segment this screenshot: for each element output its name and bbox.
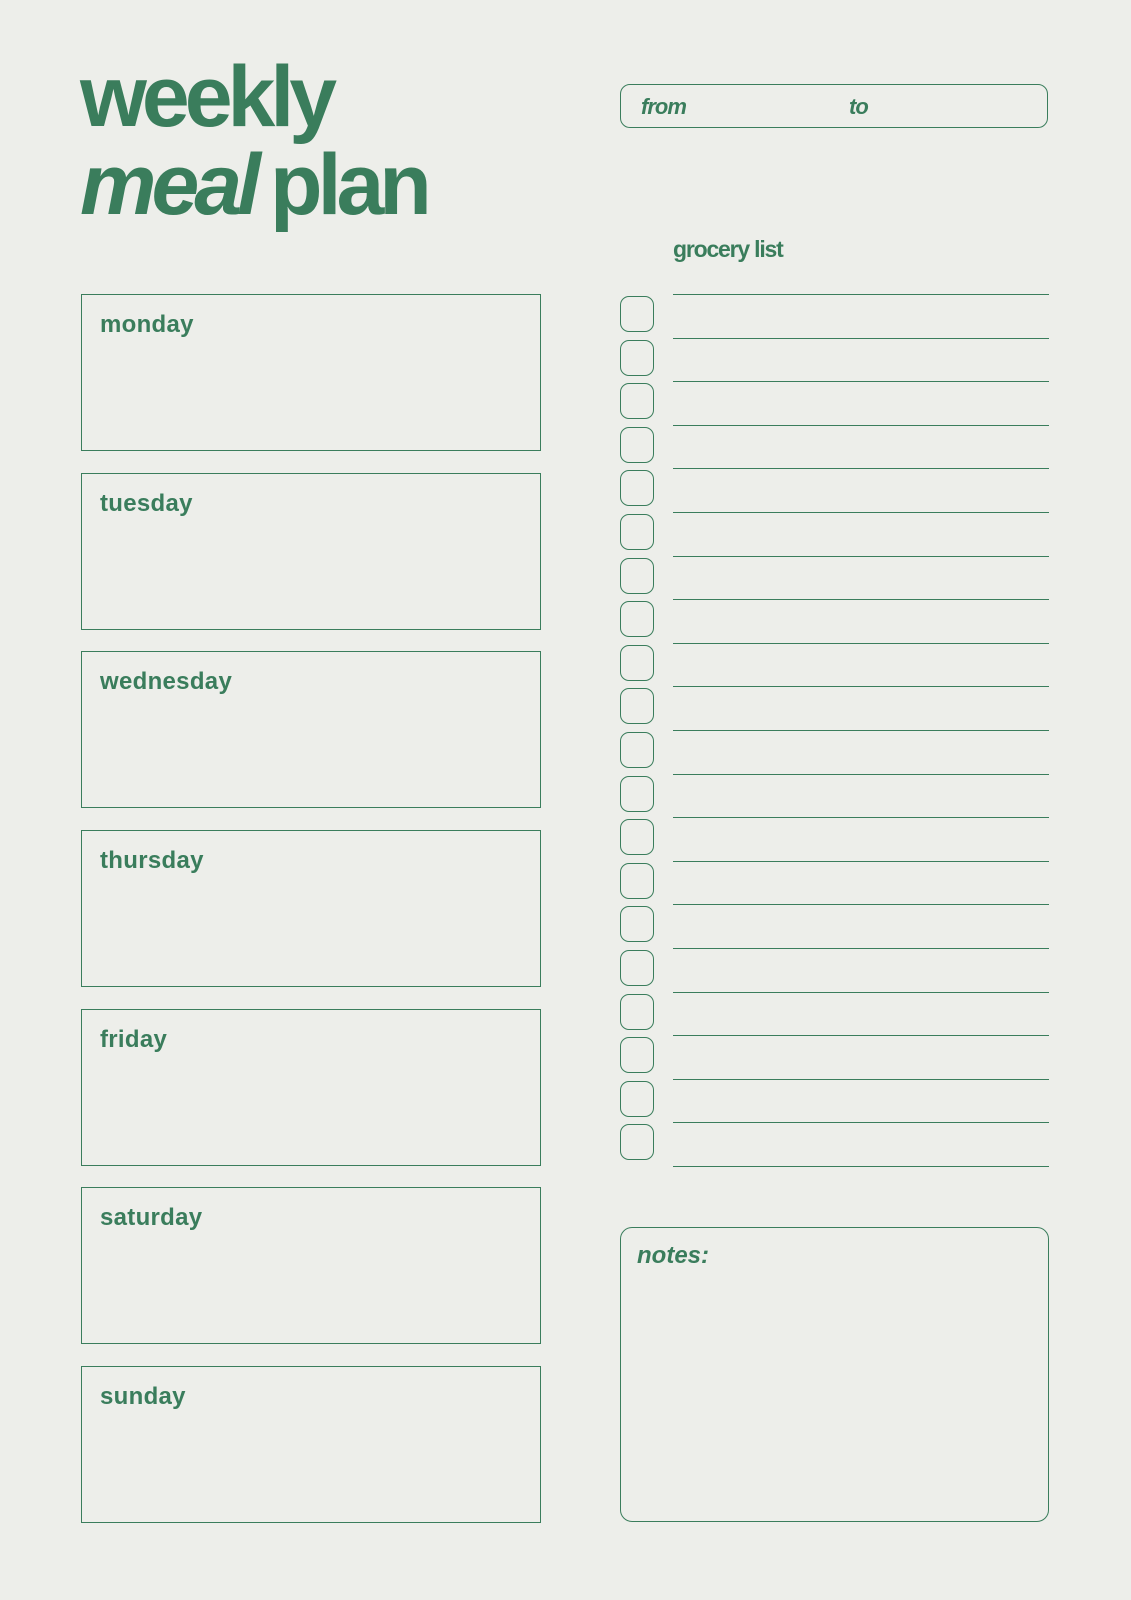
grocery-item-line[interactable]: [673, 1122, 1049, 1123]
grocery-checkbox[interactable]: [620, 1037, 654, 1073]
date-range-field[interactable]: [620, 84, 1048, 128]
grocery-checkbox[interactable]: [620, 514, 654, 550]
page-title-meal: meal: [80, 137, 257, 233]
grocery-item-line[interactable]: [673, 512, 1049, 513]
day-label-wednesday: wednesday: [100, 668, 233, 695]
grocery-item-line[interactable]: [673, 948, 1049, 949]
grocery-checkbox[interactable]: [620, 601, 654, 637]
grocery-checkbox[interactable]: [620, 776, 654, 812]
grocery-checkbox[interactable]: [620, 1081, 654, 1117]
grocery-checkbox[interactable]: [620, 994, 654, 1030]
day-label-thursday: thursday: [100, 847, 204, 874]
grocery-checkbox[interactable]: [620, 950, 654, 986]
notes-box[interactable]: [620, 1227, 1049, 1522]
grocery-item-line[interactable]: [673, 556, 1049, 557]
grocery-checkbox[interactable]: [620, 732, 654, 768]
day-label-saturday: saturday: [100, 1204, 203, 1231]
grocery-item-line[interactable]: [673, 381, 1049, 382]
grocery-checkbox[interactable]: [620, 296, 654, 332]
notes-label: notes:: [637, 1242, 709, 1269]
grocery-checkbox[interactable]: [620, 863, 654, 899]
grocery-item-line[interactable]: [673, 338, 1049, 339]
grocery-item-line[interactable]: [673, 686, 1049, 687]
day-box-saturday[interactable]: [81, 1187, 541, 1344]
grocery-checkbox[interactable]: [620, 819, 654, 855]
grocery-checkbox[interactable]: [620, 470, 654, 506]
grocery-checkbox[interactable]: [620, 340, 654, 376]
grocery-item-line[interactable]: [673, 468, 1049, 469]
day-label-sunday: sunday: [100, 1383, 186, 1410]
grocery-item-line[interactable]: [673, 817, 1049, 818]
day-box-sunday[interactable]: [81, 1366, 541, 1523]
grocery-item-line[interactable]: [673, 774, 1049, 775]
page-title-line-1: weekly: [80, 49, 333, 145]
grocery-item-line[interactable]: [673, 1079, 1049, 1080]
grocery-item-line[interactable]: [673, 1166, 1049, 1167]
day-box-monday[interactable]: [81, 294, 541, 451]
grocery-checkbox[interactable]: [620, 558, 654, 594]
grocery-item-line[interactable]: [673, 599, 1049, 600]
page-title-plan: plan: [270, 137, 427, 233]
grocery-checkbox[interactable]: [620, 427, 654, 463]
grocery-item-line[interactable]: [673, 904, 1049, 905]
day-label-friday: friday: [100, 1026, 168, 1053]
grocery-checkbox[interactable]: [620, 1124, 654, 1160]
day-label-tuesday: tuesday: [100, 490, 193, 517]
grocery-item-line[interactable]: [673, 643, 1049, 644]
day-box-friday[interactable]: [81, 1009, 541, 1166]
day-box-thursday[interactable]: [81, 830, 541, 987]
to-label: to: [849, 94, 868, 119]
grocery-item-line[interactable]: [673, 1035, 1049, 1036]
grocery-line: [673, 294, 1049, 295]
grocery-checkbox[interactable]: [620, 645, 654, 681]
grocery-checkbox[interactable]: [620, 383, 654, 419]
day-box-wednesday[interactable]: [81, 651, 541, 808]
grocery-list-title: grocery list: [673, 236, 783, 262]
page-title-line-2: [80, 137, 427, 233]
from-label: from: [641, 94, 686, 119]
grocery-item-line[interactable]: [673, 992, 1049, 993]
grocery-item-line[interactable]: [673, 425, 1049, 426]
day-box-tuesday[interactable]: [81, 473, 541, 630]
grocery-checkbox[interactable]: [620, 906, 654, 942]
grocery-item-line[interactable]: [673, 861, 1049, 862]
grocery-item-line[interactable]: [673, 730, 1049, 731]
day-label-monday: monday: [100, 311, 194, 338]
grocery-checkbox[interactable]: [620, 688, 654, 724]
